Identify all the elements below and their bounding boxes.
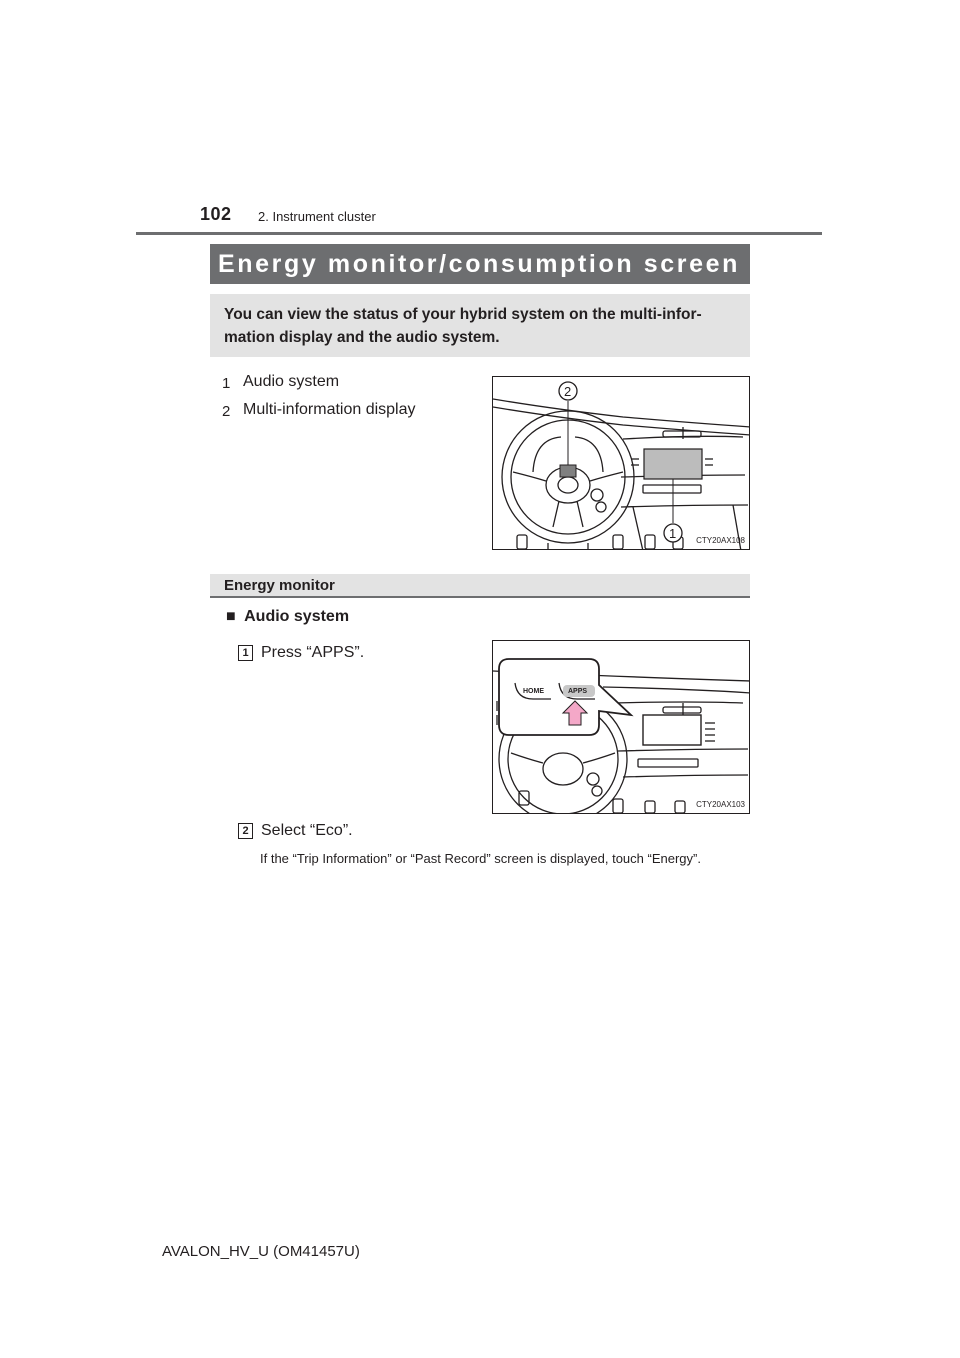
apps-button-figure: [492, 640, 750, 814]
home-button-label: HOME: [523, 688, 544, 695]
figure-marker-1: 1: [669, 526, 677, 541]
intro-line-2: mation display and the audio system.: [224, 329, 500, 346]
apps-illustration: [493, 641, 750, 814]
callout-2-number-icon: [218, 401, 236, 419]
figure-code-2: CTY20AX103: [696, 800, 745, 809]
callout-1-number-icon: [218, 373, 236, 391]
page-number: 102: [200, 204, 232, 224]
intro-box: [210, 294, 750, 357]
callout-1-label: Audio system: [243, 373, 340, 390]
audio-system-heading-text: Audio system: [244, 608, 350, 625]
figure-code-1: CTY20AX108: [696, 536, 745, 545]
step-2-badge: 2: [238, 823, 253, 839]
dashboard-figure: [492, 376, 750, 550]
section-reference: 2. Instrument cluster: [258, 209, 376, 224]
page-title: Energy monitor/consumption screen: [210, 244, 750, 284]
figure-marker-2: 2: [564, 384, 572, 399]
dashboard-illustration: [493, 377, 750, 550]
audio-system-heading: [226, 608, 349, 626]
square-bullet-icon: ■: [226, 608, 236, 625]
apps-button-label: APPS: [568, 688, 588, 695]
header-rule: [136, 232, 822, 235]
note-text: If the “Trip Information” or “Past Record” screen is displayed, touch “Energy”.: [260, 851, 701, 866]
callout-2-number: 2: [222, 403, 231, 419]
step-1-text: Press “APPS”.: [261, 644, 365, 661]
footer-model-code: AVALON_HV_U (OM41457U): [162, 1243, 360, 1260]
subsection-energy-monitor: Energy monitor: [210, 574, 750, 598]
step-2-text: Select “Eco”.: [261, 822, 353, 839]
intro-line-1: You can view the status of your hybrid system on the multi-infor-: [224, 306, 702, 323]
step-1-badge: 1: [238, 645, 253, 661]
callout-1-number: 1: [222, 375, 231, 391]
callout-2-label: Multi-information display: [243, 401, 416, 418]
